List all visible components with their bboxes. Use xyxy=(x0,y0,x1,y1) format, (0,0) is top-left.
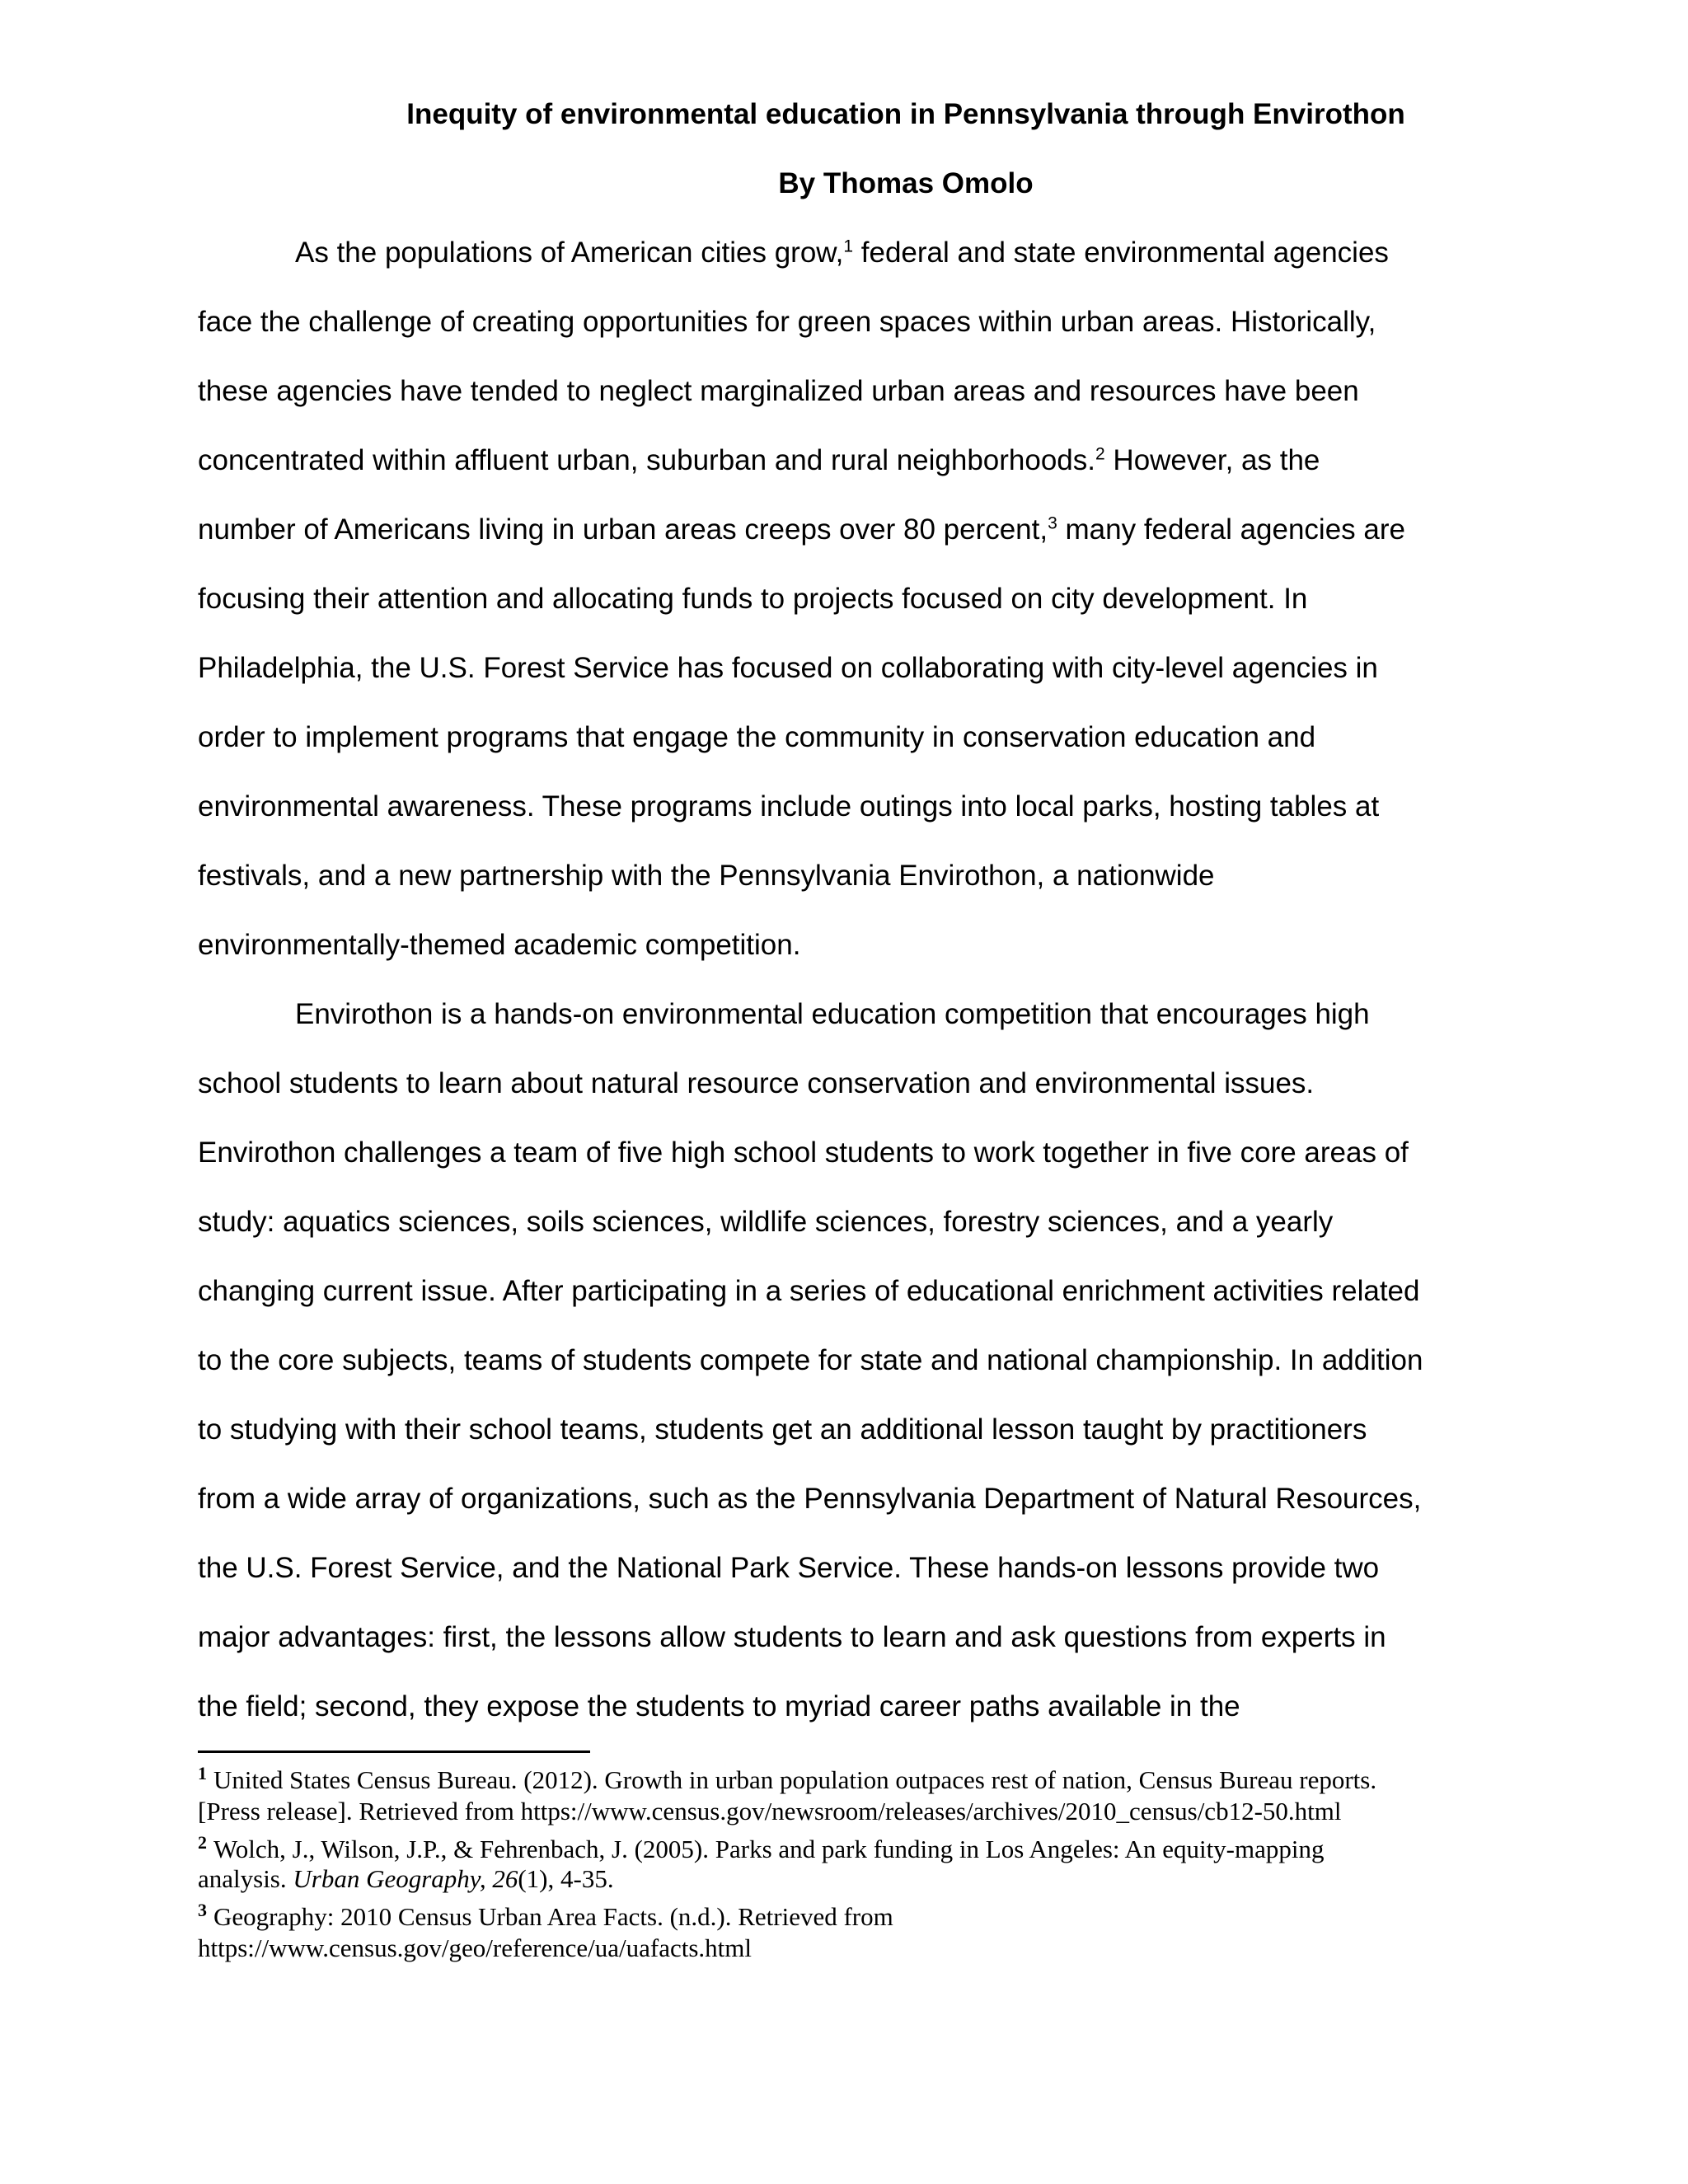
paragraph-line: study: aquatics sciences, soils sciences, wildlife sciences, forestry sciences, and a yearly xyxy=(198,1206,1334,1238)
document-author: By Thomas Omolo xyxy=(778,167,1034,199)
footnote-3: $^3$ Geography: 2010 Census Urban Area Facts. (n.d.). Retrieved from xyxy=(198,1899,893,1931)
paragraph-line: Philadelphia, the U.S. Forest Service has focused on collaborating with city-level agencies in xyxy=(198,652,1378,684)
paragraph-line: major advantages: first, the lessons allow students to learn and ask questions from experts in xyxy=(198,1621,1386,1653)
journal-title: Urban Geography, 26 xyxy=(293,1864,518,1893)
paragraph-line: environmental awareness. These programs include outings into local parks, hosting tables at xyxy=(198,790,1380,823)
footnote-1: $^1$ United States Census Bureau. (2012). Growth in urban population outpaces rest of nation, Census Bureau reports. xyxy=(198,1762,1377,1794)
paragraph-line: school students to learn about natural resource conservation and environmental issues. xyxy=(198,1067,1315,1099)
paragraph-line: these agencies have tended to neglect marginalized urban areas and resources have been xyxy=(198,375,1359,407)
document-title: Inequity of environmental education in Pennsylvania through Envirothon xyxy=(406,98,1405,130)
footnote-2-cont: analysis. Urban Geography, 26(1), 4-35. xyxy=(198,1864,614,1893)
paragraph-line: face the challenge of creating opportunities for green spaces within urban areas. Historically, xyxy=(198,306,1376,338)
paragraph-line: order to implement programs that engage the community in conservation education and xyxy=(198,721,1316,753)
paragraph-line: concentrated within affluent urban, suburban and rural neighborhoods.$^2$ However, as the xyxy=(198,444,1320,476)
paragraph-line: changing current issue. After participating in a series of educational enrichment activities related xyxy=(198,1275,1420,1307)
paragraph-line: to the core subjects, teams of students compete for state and national championship. In addition xyxy=(198,1344,1423,1376)
footnote-1-cont: [Press release]. Retrieved from https://www.census.gov/newsroom/releases/archives/2010_census/cb12-50.html xyxy=(198,1797,1342,1825)
footnote-3-cont: https://www.census.gov/geo/reference/ua/uafacts.html xyxy=(198,1933,753,1962)
paragraph-line: festivals, and a new partnership with the Pennsylvania Envirothon, a nationwide xyxy=(198,860,1215,892)
footnote-ref[interactable]: 2 xyxy=(1095,444,1105,464)
paragraph-line: the field; second, they expose the students to myriad career paths available in the xyxy=(198,1690,1240,1722)
footnote-ref[interactable]: 3 xyxy=(1048,513,1057,533)
paragraph-line: environmentally-themed academic competition. xyxy=(198,929,801,961)
paragraph-line: focusing their attention and allocating funds to projects focused on city development. In xyxy=(198,583,1308,615)
paragraph-line: the U.S. Forest Service, and the National Park Service. These hands-on lessons provide two xyxy=(198,1552,1380,1584)
paragraph-line: number of Americans living in urban areas creeps over 80 percent,$^3$ many federal agencies are xyxy=(198,513,1405,546)
paragraph-line: As the populations of American cities grow,$^1$ federal and state environmental agencies xyxy=(295,237,1389,269)
paragraph-line: Envirothon challenges a team of five high school students to work together in five core areas of xyxy=(198,1137,1409,1169)
paragraph-line: from a wide array of organizations, such as the Pennsylvania Department of Natural Resources, xyxy=(198,1483,1422,1515)
paragraph-line: Envirothon is a hands-on environmental education competition that encourages high xyxy=(295,998,1370,1030)
footnote-2: $^2$ Wolch, J., Wilson, J.P., & Fehrenbach, J. (2005). Parks and park funding in Los Angeles: An equity-mapping xyxy=(198,1831,1325,1863)
paragraph-line: to studying with their school teams, students get an additional lesson taught by practitioners xyxy=(198,1413,1367,1446)
footnote-divider xyxy=(198,1750,590,1753)
footnote-ref[interactable]: 1 xyxy=(843,237,854,256)
